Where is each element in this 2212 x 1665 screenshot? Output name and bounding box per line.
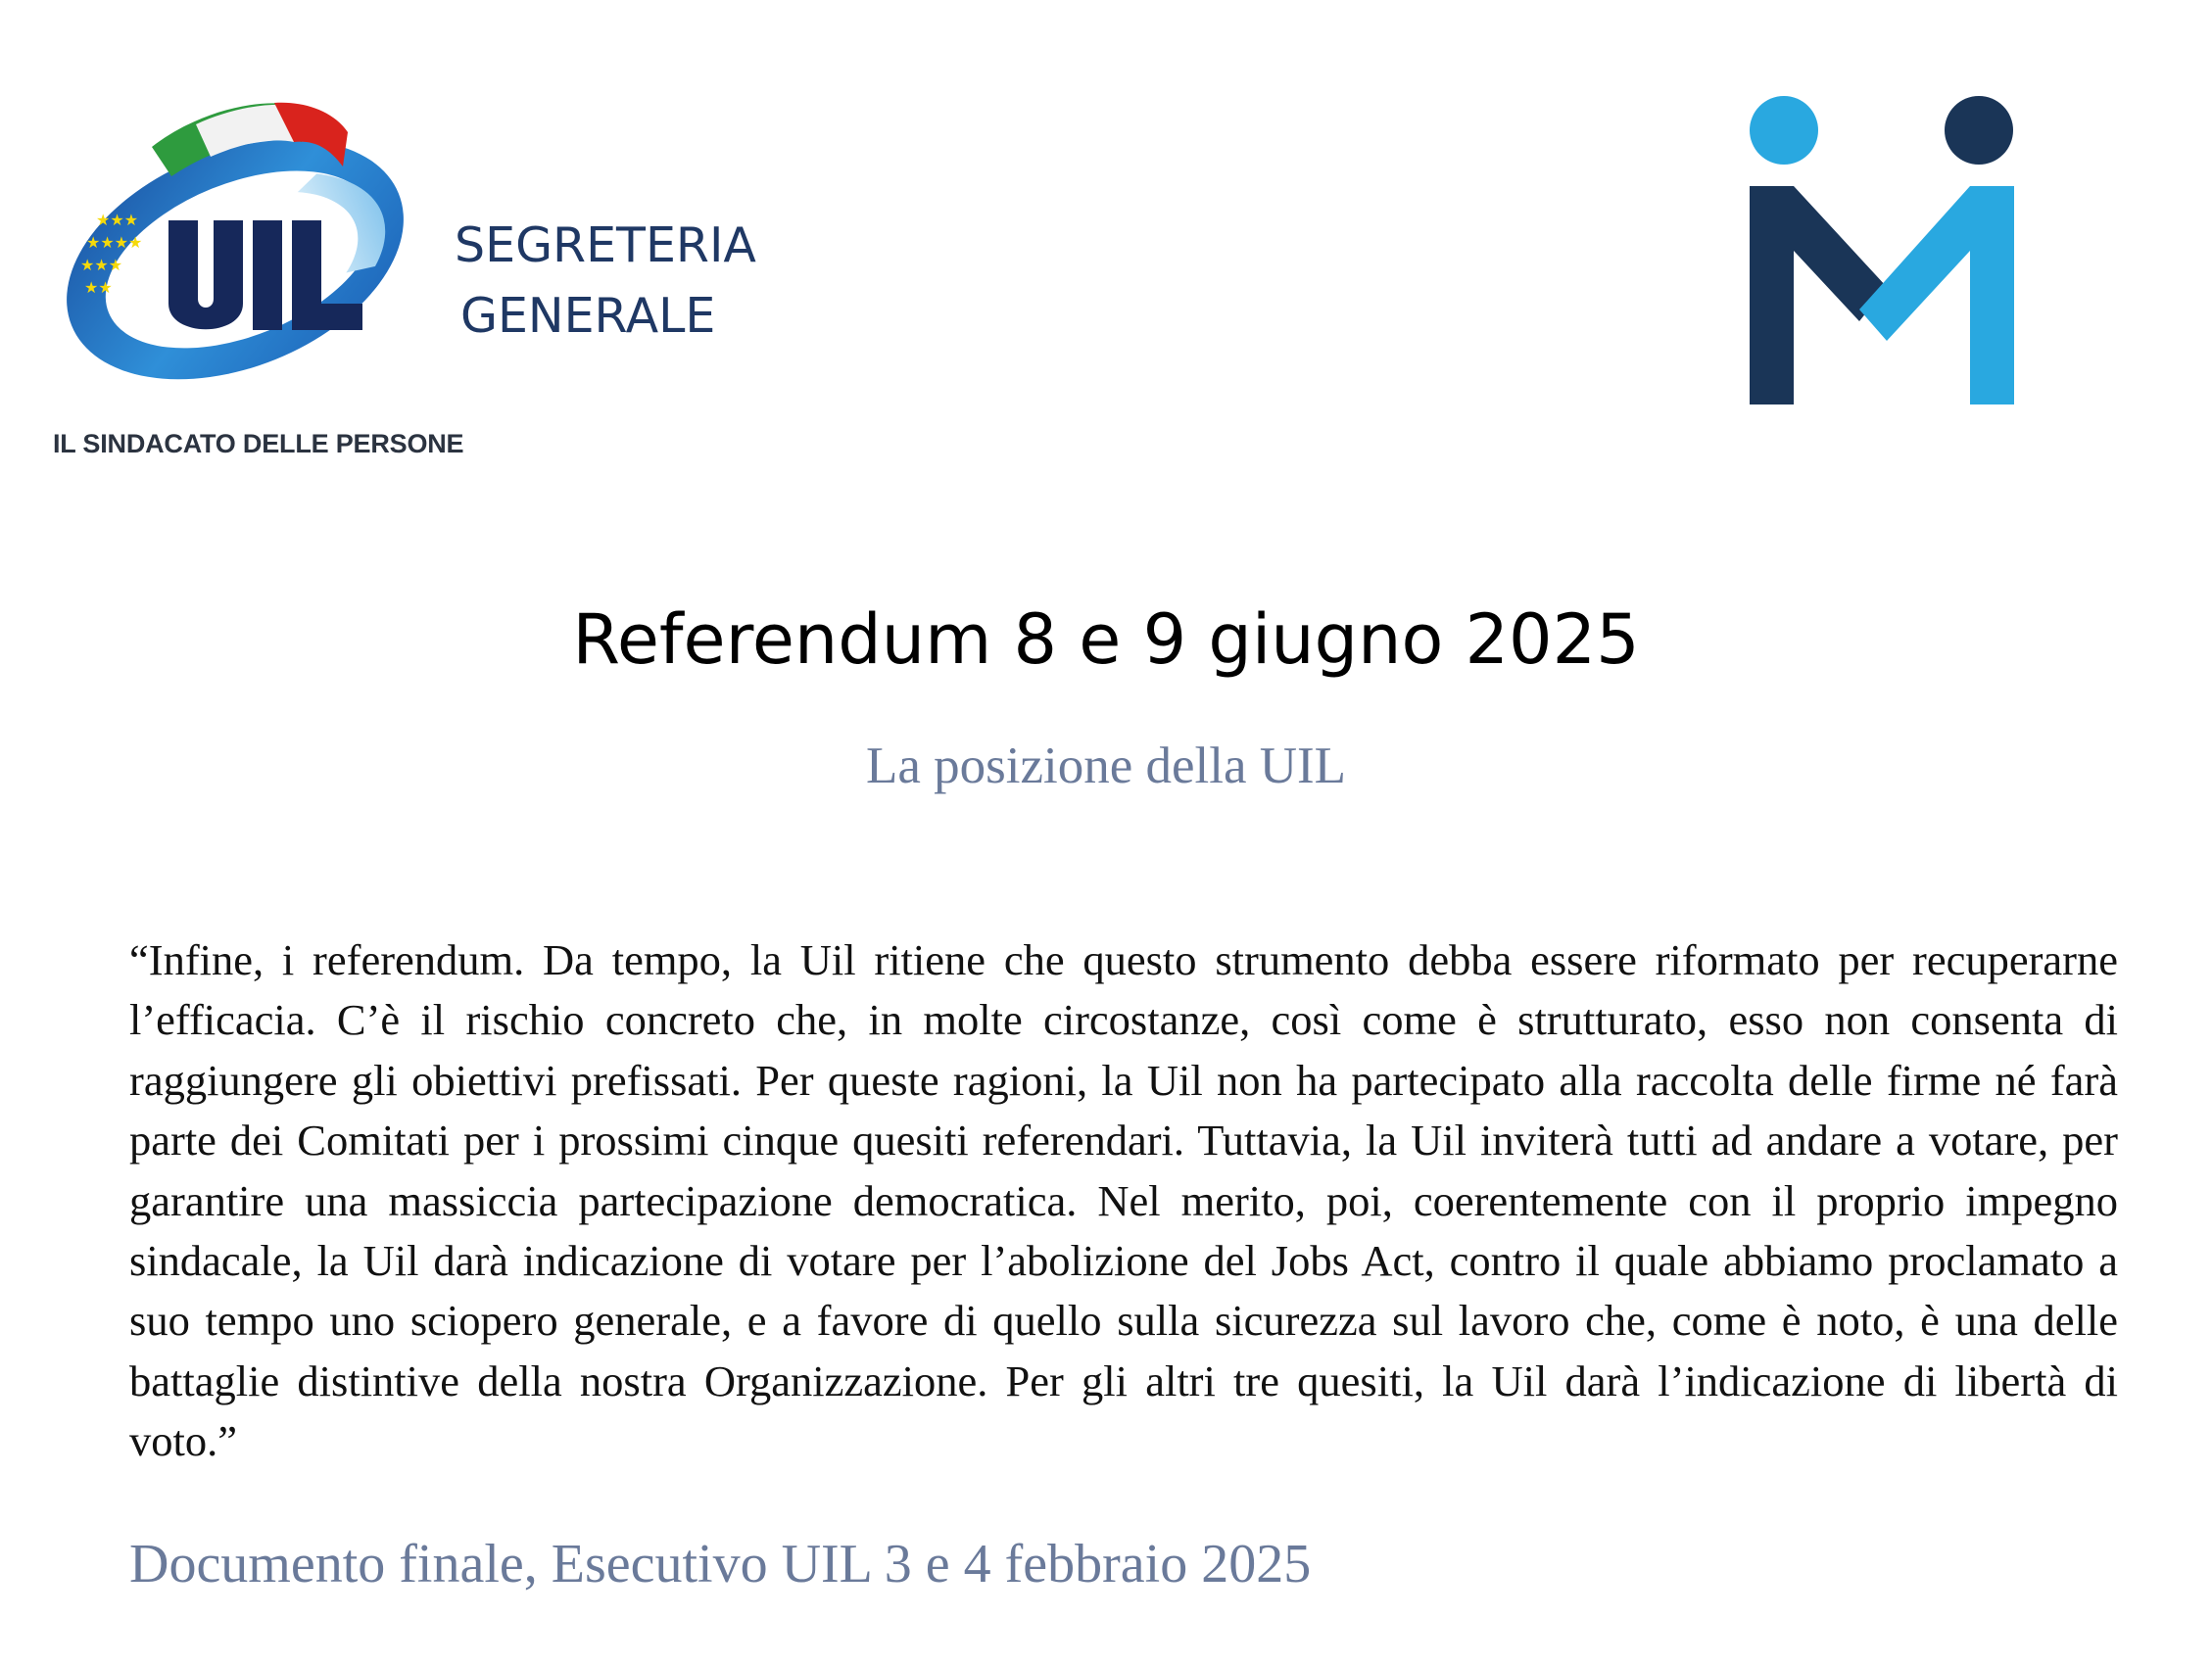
- svg-text:★★★: ★★★: [96, 213, 139, 229]
- uil-logo: [49, 93, 416, 411]
- segreteria-line-2: GENERALE: [460, 288, 716, 344]
- segreteria-generale-label: [455, 211, 756, 352]
- source-citation: Documento finale, Esecutivo UIL 3 e 4 febbraio 2025: [129, 1534, 1312, 1594]
- uil-tagline: IL SINDACATO DELLE PERSONE: [53, 429, 464, 458]
- m-people-logo-icon: [1750, 96, 2014, 404]
- page-title: Referendum 8 e 9 giugno 2025: [572, 599, 1640, 680]
- svg-text:★★★: ★★★: [80, 258, 123, 274]
- svg-text:★★★★: ★★★★: [86, 235, 143, 252]
- page-subtitle: La posizione della UIL: [865, 737, 1347, 794]
- svg-text:★★: ★★: [84, 280, 113, 297]
- segreteria-line-1: SEGRETERIA: [455, 217, 756, 273]
- quote-paragraph: “Infine, i referendum. Da tempo, la Uil ritiene che questo strumento debba essere riformato per recuperarne l’efficacia. C’è il rischio concreto che, in molte circostanze, così come è strutturato, esso non consenta di raggiungere gli obiettivi prefissati. Per queste ragioni, la Uil non ha partecipato alla raccolta delle firme né farà parte dei Comitati per i prossimi cinque quesiti referendari. Tuttavia, la Uil inviterà tutti ad andare a votare, per garantire una massiccia partecipazione democratica. Nel merito, poi, coerentemente con il proprio impegno sindacale, la Uil darà indicazione di votare per l’abolizione del Jobs Act, contro il quale abbiamo proclamato a suo tempo uno sciopero generale, e a favore di quello sulla sicurezza sul lavoro che, come è noto, è una delle battaglie distintive della nostra Organizzazione. Per gli altri tre quesiti, la Uil darà l’indicazione di libertà di voto.”: [129, 935, 2118, 1466]
